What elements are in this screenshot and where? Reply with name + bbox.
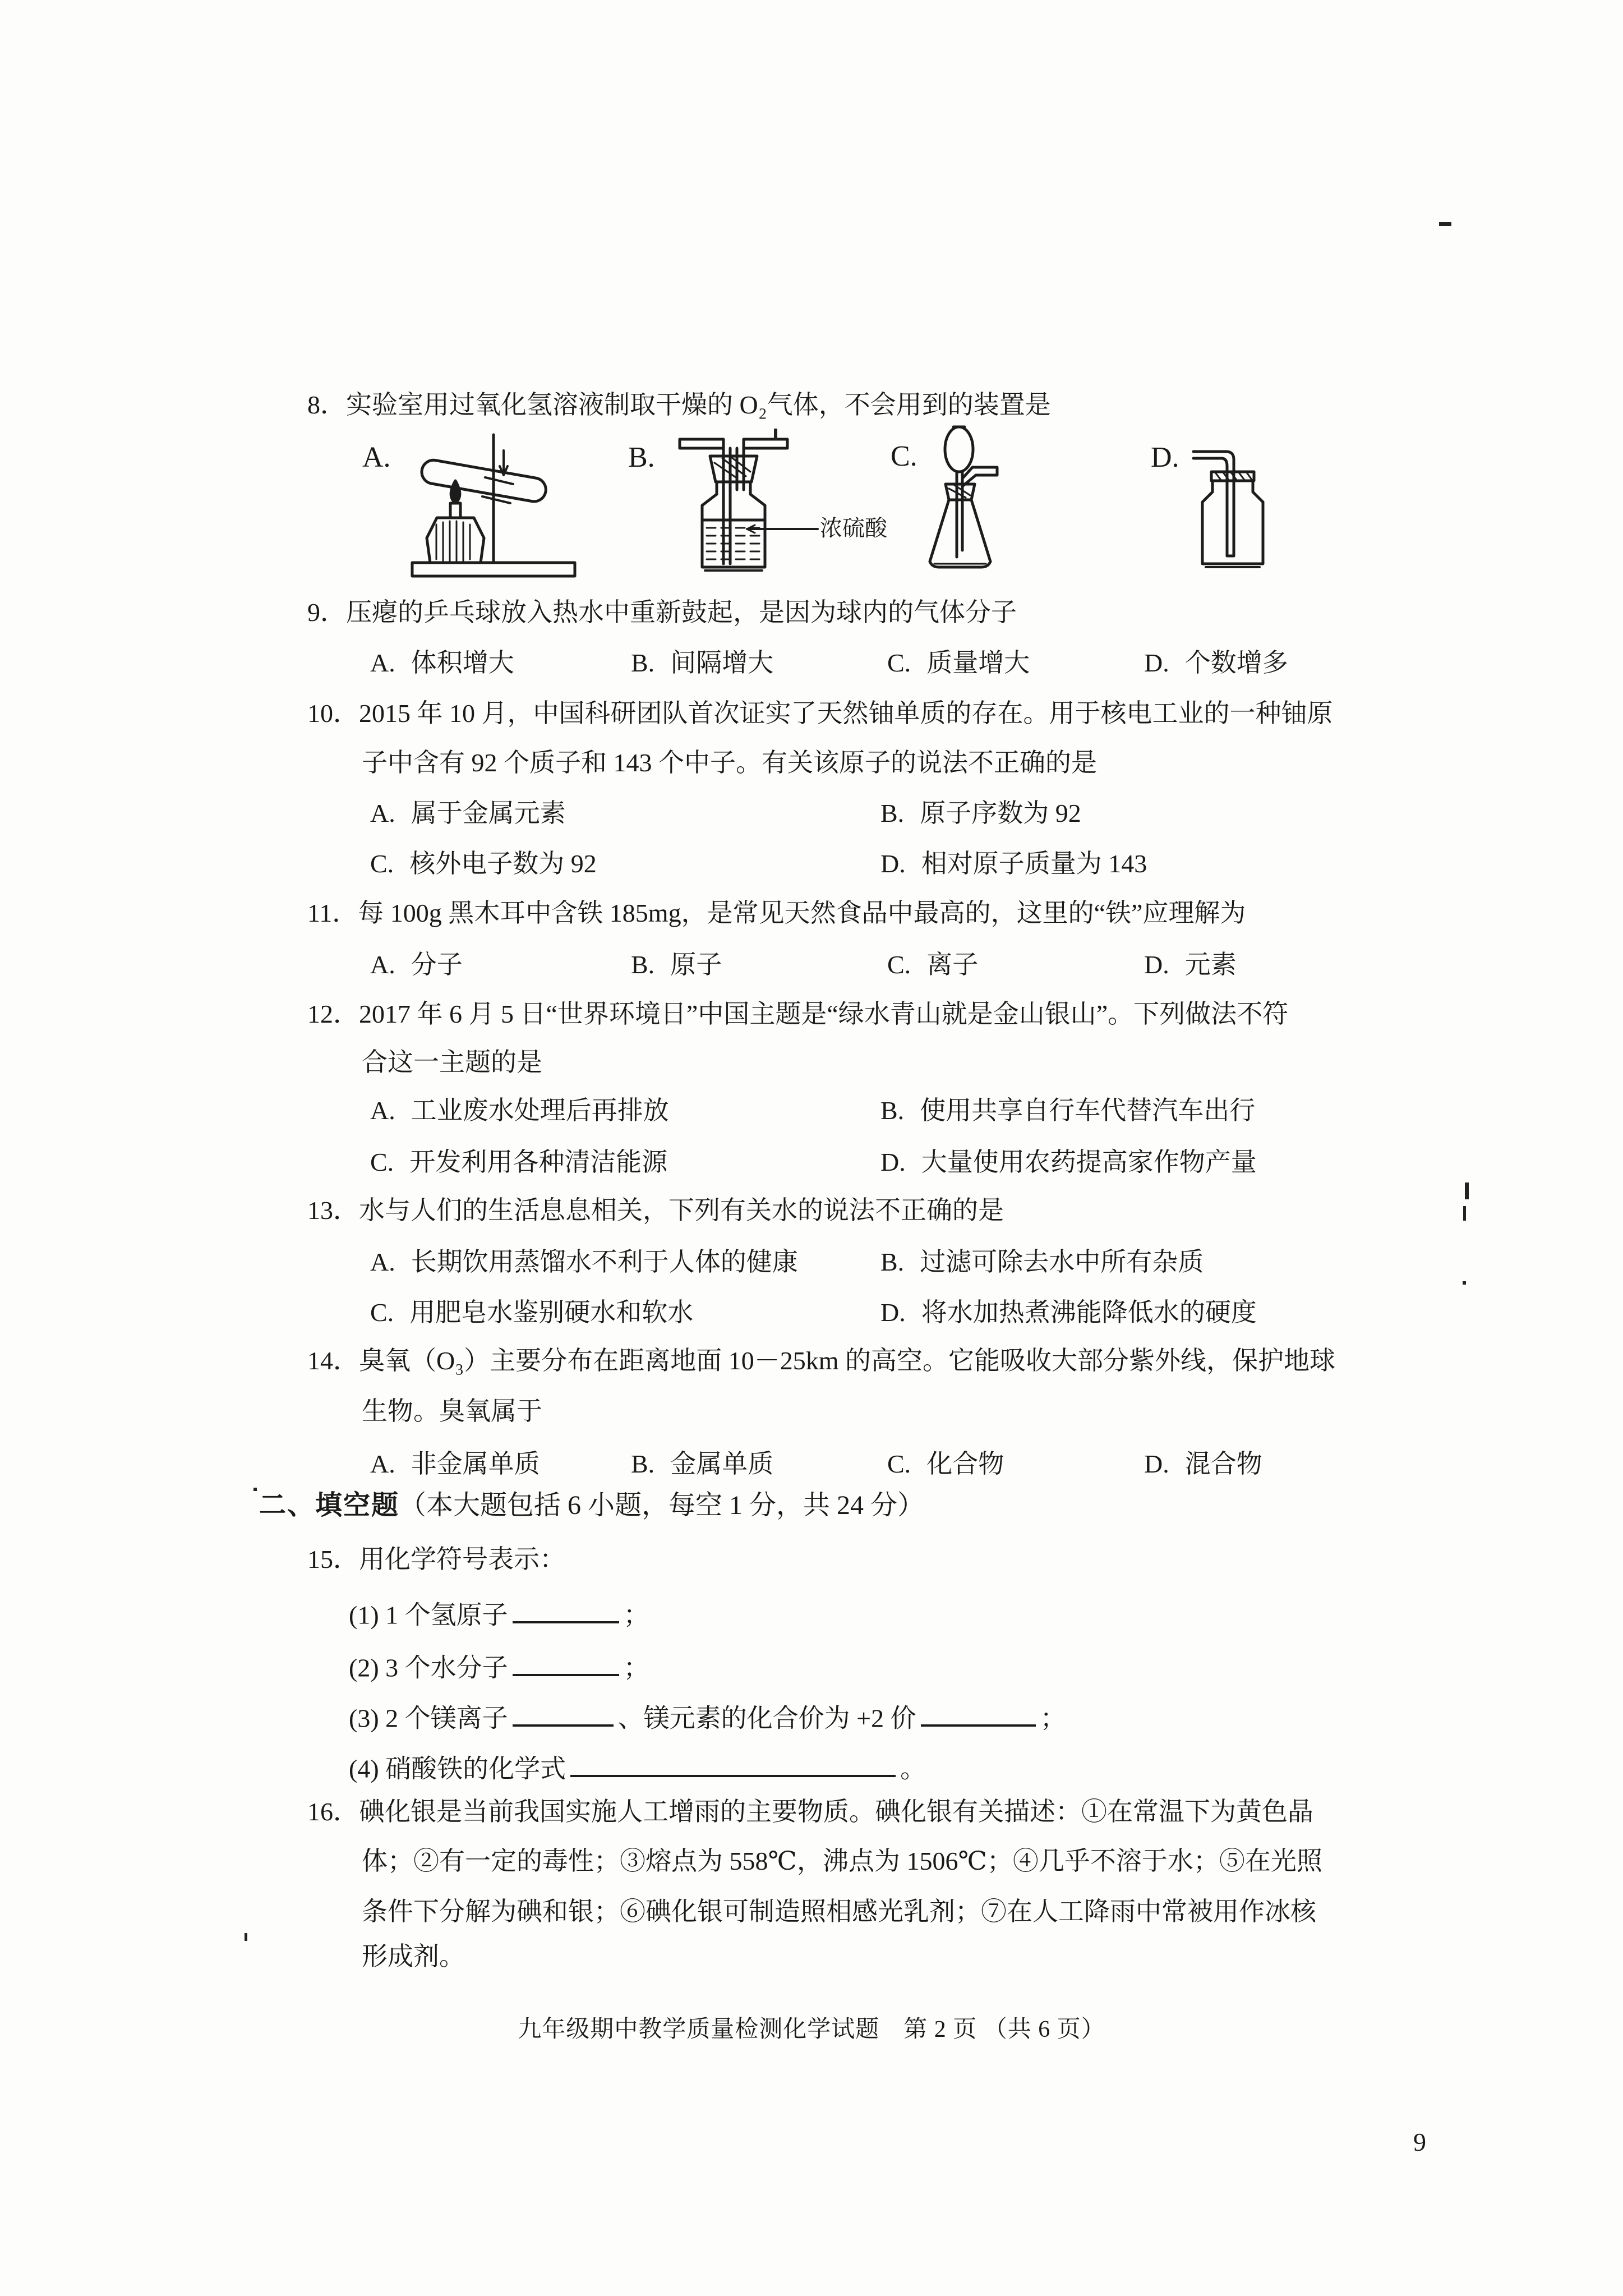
- question-10-line-2: 子中含有 92 个质子和 143 个中子。有关该原子的说法不正确的是: [362, 748, 1097, 777]
- option-text: 混合物: [1184, 1450, 1262, 1478]
- option-text: 金属单质: [670, 1450, 774, 1478]
- option-q11-d: [1144, 950, 1237, 980]
- option-label: D.: [880, 1148, 906, 1176]
- option-q11-b: [631, 950, 722, 980]
- option-text: 过滤可除去水中所有杂质: [920, 1248, 1204, 1276]
- option-label: D.: [880, 849, 906, 878]
- option-label: B.: [631, 950, 655, 979]
- question-14-line-2: 生物。臭氧属于: [362, 1397, 542, 1425]
- option-q10-b: [880, 799, 1081, 829]
- apparatus-a-label: A.: [362, 441, 391, 473]
- option-label: C.: [370, 1298, 394, 1327]
- concentrated-sulfuric-acid-annotation: 浓硫酸: [820, 516, 887, 541]
- option-text: 非金属单质: [411, 1450, 540, 1478]
- scan-artifact: [1463, 1206, 1466, 1221]
- option-text: 质量增大: [926, 648, 1030, 677]
- answer-blank: [570, 1748, 896, 1777]
- question-16-line-1: 16．碘化银是当前我国实施人工增雨的主要物质。碘化银有关描述：①在常温下为黄色晶: [307, 1797, 1313, 1826]
- section-2-header: [259, 1490, 924, 1521]
- item-text: (3) 2 个镁离子: [349, 1704, 508, 1733]
- option-text: 使用共享自行车代替汽车出行: [920, 1096, 1256, 1125]
- question-13-line: 13．水与人们的生活息息相关，下列有关水的说法不正确的是: [307, 1196, 1004, 1225]
- scan-artifact: [253, 1488, 257, 1491]
- option-label: B.: [631, 648, 655, 677]
- option-q9-a: [370, 648, 514, 678]
- question-12-line-1: 12．2017 年 6 月 5 日“世界环境日”中国主题是“绿水青山就是金山银山”。下列做法不符: [307, 1000, 1289, 1028]
- option-q12-d: [880, 1148, 1257, 1177]
- option-text: 体积增大: [411, 648, 514, 677]
- question-9-line: 9．压瘪的乒乓球放入热水中重新鼓起，是因为球内的气体分子: [307, 598, 1017, 627]
- question-10-line-1: 10．2015 年 10 月，中国科研团队首次证实了天然铀单质的存在。用于核电工业的一种铀原: [307, 699, 1333, 728]
- option-q10-d: [880, 849, 1147, 879]
- option-text: 原子: [670, 950, 722, 979]
- option-text: 工业废水处理后再排放: [411, 1096, 669, 1125]
- option-text: 化合物: [926, 1450, 1004, 1478]
- option-q12-b: [880, 1096, 1255, 1126]
- option-q13-c: [370, 1298, 693, 1328]
- option-q10-c: [370, 849, 597, 879]
- question-14-line-1: 14．臭氧（O₃）主要分布在距离地面 10－25km 的高空。它能吸收大部分紫外线，保护地球: [307, 1346, 1336, 1375]
- option-q12-a: [370, 1096, 669, 1126]
- option-text: 用肥皂水鉴别硬水和软水: [409, 1298, 694, 1327]
- item-punctuation: ；: [1040, 1704, 1066, 1733]
- question-15-line: 15．用化学符号表示：: [307, 1545, 565, 1573]
- option-label: B.: [631, 1450, 655, 1478]
- option-text: 长期饮用蒸馏水不利于人体的健康: [411, 1248, 798, 1276]
- scan-artifact: [1439, 222, 1451, 226]
- answer-blank: [513, 1647, 619, 1676]
- option-label: A.: [370, 799, 395, 827]
- apparatus-d-gas-collecting-bottle: [1193, 452, 1263, 567]
- option-text: 个数增多: [1184, 648, 1288, 677]
- item-text: (1) 1 个氢原子: [349, 1600, 508, 1630]
- question-16-line-4: 形成剂。: [362, 1942, 465, 1971]
- option-text: 元素: [1184, 950, 1237, 979]
- apparatus-c-label: C.: [891, 440, 917, 472]
- option-text: 原子序数为 92: [920, 799, 1081, 827]
- item-text: (4) 硝酸铁的化学式: [349, 1754, 566, 1783]
- option-label: D.: [1144, 1450, 1169, 1478]
- apparatus-a-heating-device: [412, 435, 575, 576]
- option-q11-c: [887, 950, 978, 980]
- question-15-item-3: [349, 1697, 1066, 1733]
- option-label: B.: [880, 1096, 905, 1125]
- question-15-item-1: [349, 1594, 649, 1630]
- option-label: D.: [1144, 950, 1169, 979]
- question-12-line-2: 合这一主题的是: [362, 1048, 542, 1076]
- item-punctuation: 。: [900, 1754, 926, 1783]
- answer-blank: [513, 1594, 619, 1623]
- option-label: A.: [370, 1248, 395, 1276]
- apparatus-d-label: D.: [1151, 441, 1179, 473]
- corner-page-number: 9: [1413, 2128, 1426, 2156]
- question-8-line: 8．实验室用过氧化氢溶液制取干燥的 O₂气体，不会用到的装置是: [307, 390, 1051, 419]
- item-text: (2) 3 个水分子: [349, 1653, 508, 1682]
- option-label: B.: [880, 1248, 905, 1276]
- option-label: C.: [370, 1148, 394, 1176]
- option-q14-a: [370, 1450, 540, 1479]
- option-label: C.: [887, 1450, 911, 1478]
- apparatus-c-flask-with-funnel: [930, 427, 997, 567]
- option-text: 大量使用农药提高家作物产量: [921, 1148, 1257, 1176]
- scan-artifact: [1465, 1182, 1469, 1199]
- item-punctuation: ；: [623, 1600, 649, 1630]
- scan-artifact: [774, 429, 777, 440]
- option-text: 核外电子数为 92: [409, 849, 597, 878]
- option-text: 开发利用各种清洁能源: [409, 1148, 668, 1176]
- question-16-line-3: 条件下分解为碘和银；⑥碘化银可制造照相感光乳剂；⑦在人工降雨中常被用作冰核: [362, 1897, 1316, 1926]
- option-q12-c: [370, 1148, 667, 1177]
- scan-artifact: [1463, 1281, 1466, 1285]
- option-label: D.: [880, 1298, 906, 1327]
- option-q10-a: [370, 799, 566, 829]
- page-footer: 九年级期中教学质量检测化学试题 第 2 页 （共 6 页）: [518, 2017, 1105, 2042]
- option-q13-a: [370, 1248, 798, 1277]
- option-label: A.: [370, 648, 395, 677]
- apparatus-b-label: B.: [628, 441, 655, 473]
- question-16-line-2: 体；②有一定的毒性；③熔点为 558℃，沸点为 1506℃；④几乎不溶于水；⑤在光照: [362, 1847, 1322, 1875]
- question-11-line: 11．每 100g 黑木耳中含铁 185mg，是常见天然食品中最高的，这里的“铁”应理解为: [307, 899, 1246, 927]
- option-text: 分子: [411, 950, 463, 979]
- option-q11-a: [370, 950, 463, 980]
- option-q9-b: [631, 648, 773, 678]
- question-15-item-2: [349, 1647, 649, 1683]
- option-q13-b: [880, 1248, 1204, 1277]
- option-q13-d: [880, 1298, 1257, 1328]
- option-q9-c: [887, 648, 1030, 678]
- option-label: A.: [370, 1450, 395, 1478]
- option-q14-c: [887, 1450, 1004, 1479]
- option-q14-d: [1144, 1450, 1262, 1479]
- apparatus-b-gas-washing-bottle: [680, 439, 818, 570]
- option-label: D.: [1144, 648, 1169, 677]
- section-2-title: 二、填空题: [259, 1490, 400, 1520]
- answer-blank: [921, 1697, 1036, 1727]
- option-text: 将水加热煮沸能降低水的硬度: [921, 1298, 1257, 1327]
- option-text: 离子: [926, 950, 979, 979]
- option-q9-d: [1144, 648, 1288, 678]
- item-text: 、镁元素的化合价为 +2 价: [617, 1704, 916, 1733]
- question-15-item-4: [349, 1748, 926, 1784]
- option-label: B.: [880, 799, 905, 827]
- option-label: C.: [370, 849, 394, 878]
- option-label: A.: [370, 950, 395, 979]
- option-label: A.: [370, 1096, 395, 1125]
- scan-artifact: [245, 1933, 247, 1941]
- option-text: 属于金属元素: [411, 799, 566, 827]
- option-text: 相对原子质量为 143: [921, 849, 1147, 878]
- section-2-subtitle: （本大题包括 6 小题，每空 1 分，共 24 分）: [399, 1490, 925, 1520]
- item-punctuation: ；: [623, 1653, 649, 1682]
- option-label: C.: [887, 648, 911, 677]
- option-text: 间隔增大: [670, 648, 774, 677]
- option-q14-b: [631, 1450, 773, 1479]
- answer-blank: [513, 1697, 614, 1727]
- option-label: C.: [887, 950, 911, 979]
